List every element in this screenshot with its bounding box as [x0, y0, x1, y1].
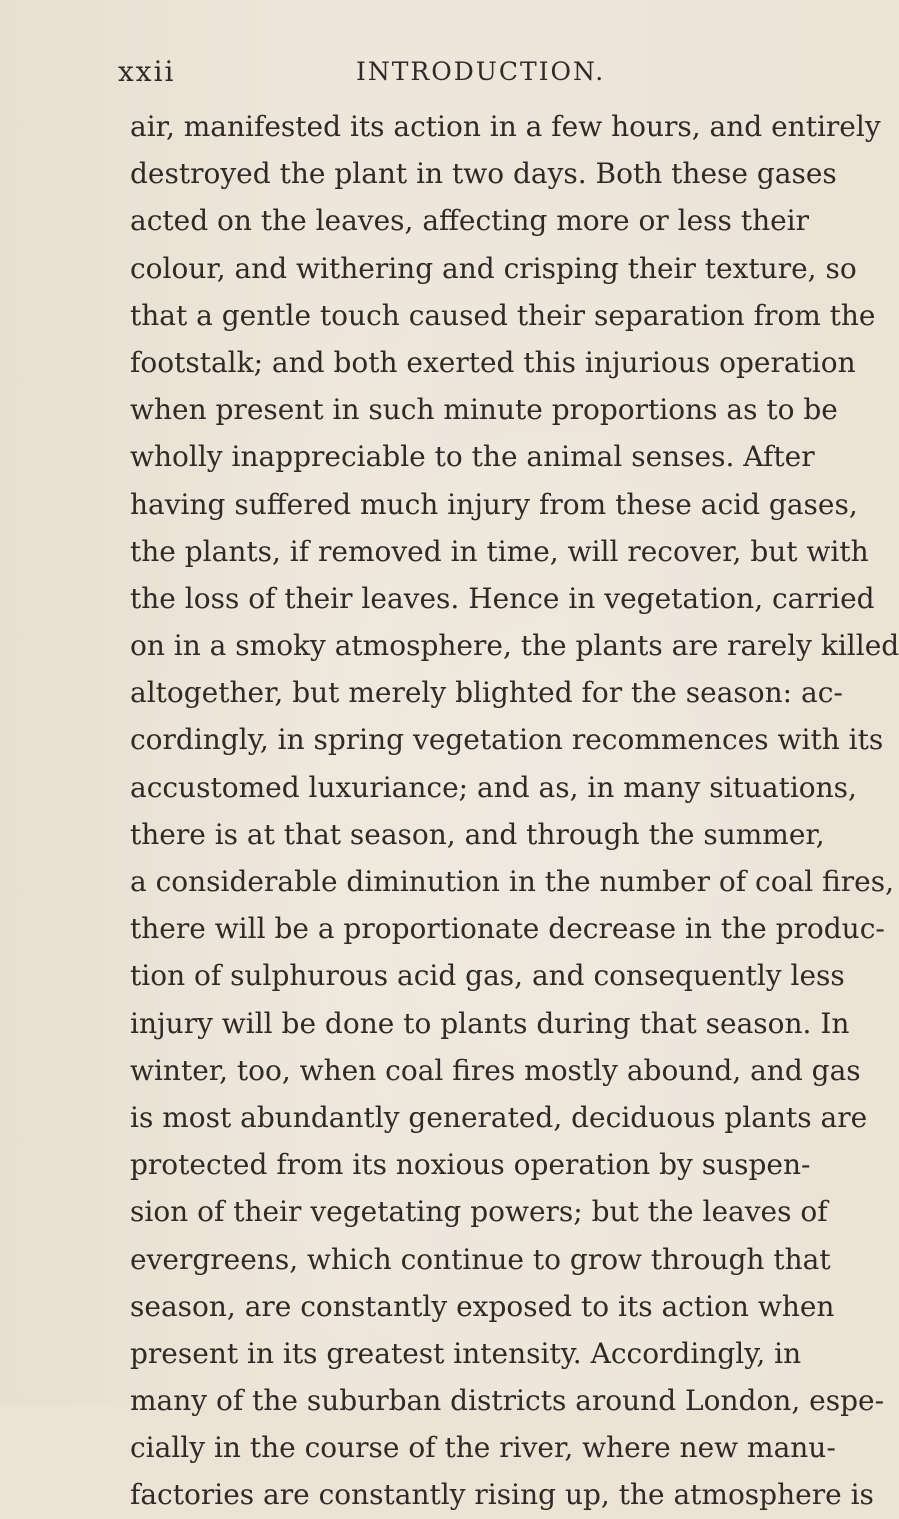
text-line: on in a smoky atmosphere, the plants are rarely killed	[130, 629, 899, 663]
text-line: acted on the leaves, affecting more or less their	[130, 204, 810, 238]
text-line: when present in such minute proportions as to be	[130, 393, 838, 427]
text-line: footstalk; and both exerted this injurious operation	[130, 345, 856, 379]
text-line: colour, and withering and crisping their texture, so	[130, 251, 857, 285]
text-line: the plants, if removed in time, will recover, but with	[130, 534, 869, 568]
text-line: season, are constantly exposed to its action when	[130, 1289, 835, 1323]
text-line: present in its greatest intensity. Accordingly, in	[130, 1336, 802, 1370]
text-line: is most abundantly generated, deciduous plants are	[130, 1100, 868, 1134]
text-line: cially in the course of the river, where new manu-	[130, 1431, 836, 1465]
text-line: sion of their vegetating powers; but the leaves of	[130, 1195, 828, 1229]
text-line: altogether, but merely blighted for the season: ac-	[130, 676, 843, 710]
text-line: many of the suburban districts around London, espe-	[130, 1384, 885, 1418]
text-line: there will be a proportionate decrease in the produc-	[130, 912, 885, 946]
text-line: air, manifested its action in a few hours, and entirely	[130, 110, 881, 143]
text-line: destroyed the plant in two days. Both these gases	[130, 157, 837, 191]
text-line: the loss of their leaves. Hence in vegetation, carried	[130, 581, 875, 615]
text-line: cordingly, in spring vegetation recommences with its	[130, 723, 884, 757]
text-line: tion of sulphurous acid gas, and consequently less	[130, 959, 845, 993]
text-line: having suffered much injury from these acid gases,	[130, 487, 858, 521]
text-line: injury will be done to plants during that season. In	[130, 1006, 850, 1040]
text-line: there is at that season, and through the summer,	[130, 817, 825, 851]
text-line: wholly inappreciable to the animal senses. After	[130, 440, 815, 474]
text-line: evergreens, which continue to grow through that	[130, 1242, 831, 1276]
page-number: xxii	[118, 55, 176, 88]
body-text	[130, 103, 899, 1519]
text-line: accustomed luxuriance; and as, in many situations,	[130, 770, 857, 804]
text-line: winter, too, when coal fires mostly abound, and gas	[130, 1053, 861, 1087]
text-line: that a gentle touch caused their separation from the	[130, 298, 876, 332]
text-line: factories are constantly rising up, the atmosphere is	[130, 1478, 874, 1512]
page-header	[118, 52, 758, 92]
running-head: INTRODUCTION.	[356, 57, 606, 86]
text-line: a considerable diminution in the number of coal fires,	[130, 865, 895, 898]
text-line: protected from its noxious operation by suspen-	[130, 1148, 811, 1182]
